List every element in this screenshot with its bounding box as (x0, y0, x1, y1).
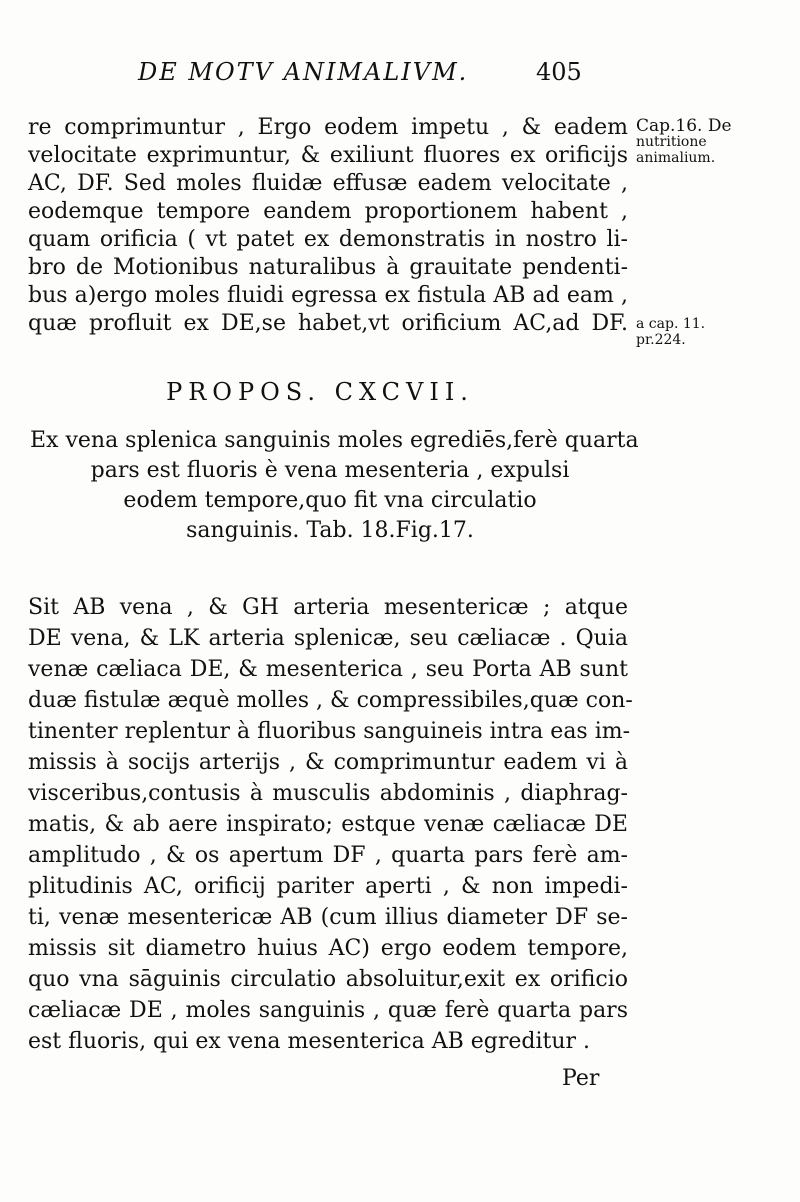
margin-note-line: nutritione (636, 134, 707, 150)
margin-note-chapter (636, 118, 796, 166)
text-line: Sit AB vena , & GH arteria mesentericæ ; atque (28, 595, 628, 620)
text-line: duæ fistulæ æquè molles , & compressibiles,quæ con- (28, 688, 633, 713)
paragraph-1 (28, 114, 628, 338)
text-line: matis, & ab aere inspirato; estque venæ cæliacæ DE (28, 812, 628, 837)
enunciation-line: eodem tempore,quo fit vna circulatio (123, 488, 537, 513)
enunciation-line: pars est fluoris è vena mesenteria , expulsi (90, 458, 570, 483)
text-line: bro de Motionibus naturalibus à grauitate pendenti- (28, 255, 628, 280)
text-line: AC, DF. Sed moles fluidæ effusæ eadem velocitate , (28, 171, 628, 196)
text-line: quam orificia ( vt patet ex demonstratis in nostro li- (28, 227, 628, 252)
text-line: quæ profluit ex DE,se habet,vt orificium AC,ad DF. (28, 311, 628, 336)
margin-note-line: a cap. 11. (636, 316, 706, 332)
paragraph-2 (28, 592, 633, 1057)
text-line: eodemque tempore eandem proportionem habent , (28, 199, 628, 224)
enunciation-line: sanguinis. Tab. 18.Fig.17. (186, 518, 474, 543)
text-line: velocitate exprimuntur, & exiliunt fluores ex orificijs (28, 143, 628, 168)
text-line: visceribus,contusis à musculis abdominis , diaphrag- (28, 781, 628, 806)
enunciation-line: Ex vena splenica sanguinis moles egrediēs,ferè quarta (30, 428, 639, 453)
page-number: 405 (536, 58, 582, 86)
catchword: Per (562, 1066, 600, 1091)
running-head-title: DE MOTV ANIMALIVM. (138, 58, 469, 86)
margin-note-reference (636, 316, 796, 348)
text-line: cæliacæ DE , moles sanguinis , quæ ferè quarta pars (28, 998, 628, 1023)
text-line: missis sit diametro huius AC) ergo eodem tempore, (28, 936, 628, 961)
margin-note-line: animalium. (636, 150, 716, 166)
text-line: amplitudo , & os apertum DF , quarta pars ferè am- (28, 843, 628, 868)
text-line: quo vna sāguinis circulatio absoluitur,exit ex orificio (28, 967, 628, 992)
text-line: DE vena, & LK arteria splenicæ, seu cæliacæ . Quia (28, 626, 628, 651)
text-line: est fluoris, qui ex vena mesenterica AB egreditur . (28, 1029, 591, 1054)
text-line: tinenter replentur à fluoribus sanguineis intra eas im- (28, 719, 631, 744)
text-line: ti, venæ mesentericæ AB (cum illius diameter DF se- (28, 905, 628, 930)
text-line: bus a)ergo moles fluidi egressa ex fistula AB ad eam , (28, 283, 628, 308)
text-line: re comprimuntur , Ergo eodem impetu , & eadem (28, 115, 628, 140)
text-line: missis à socijs arterijs , & comprimuntur eadem vi à (28, 750, 628, 775)
text-line: venæ cæliaca DE, & mesenterica , seu Porta AB sunt (28, 657, 628, 682)
proposition-heading: PROPOS. CXCVII. (166, 378, 474, 406)
margin-note-line: pr.224. (636, 332, 686, 348)
proposition-enunciation (30, 426, 639, 546)
margin-note-line: Cap.16. De (636, 116, 732, 136)
text-line: plitudinis AC, orificij pariter aperti , & non impedi- (28, 874, 628, 899)
